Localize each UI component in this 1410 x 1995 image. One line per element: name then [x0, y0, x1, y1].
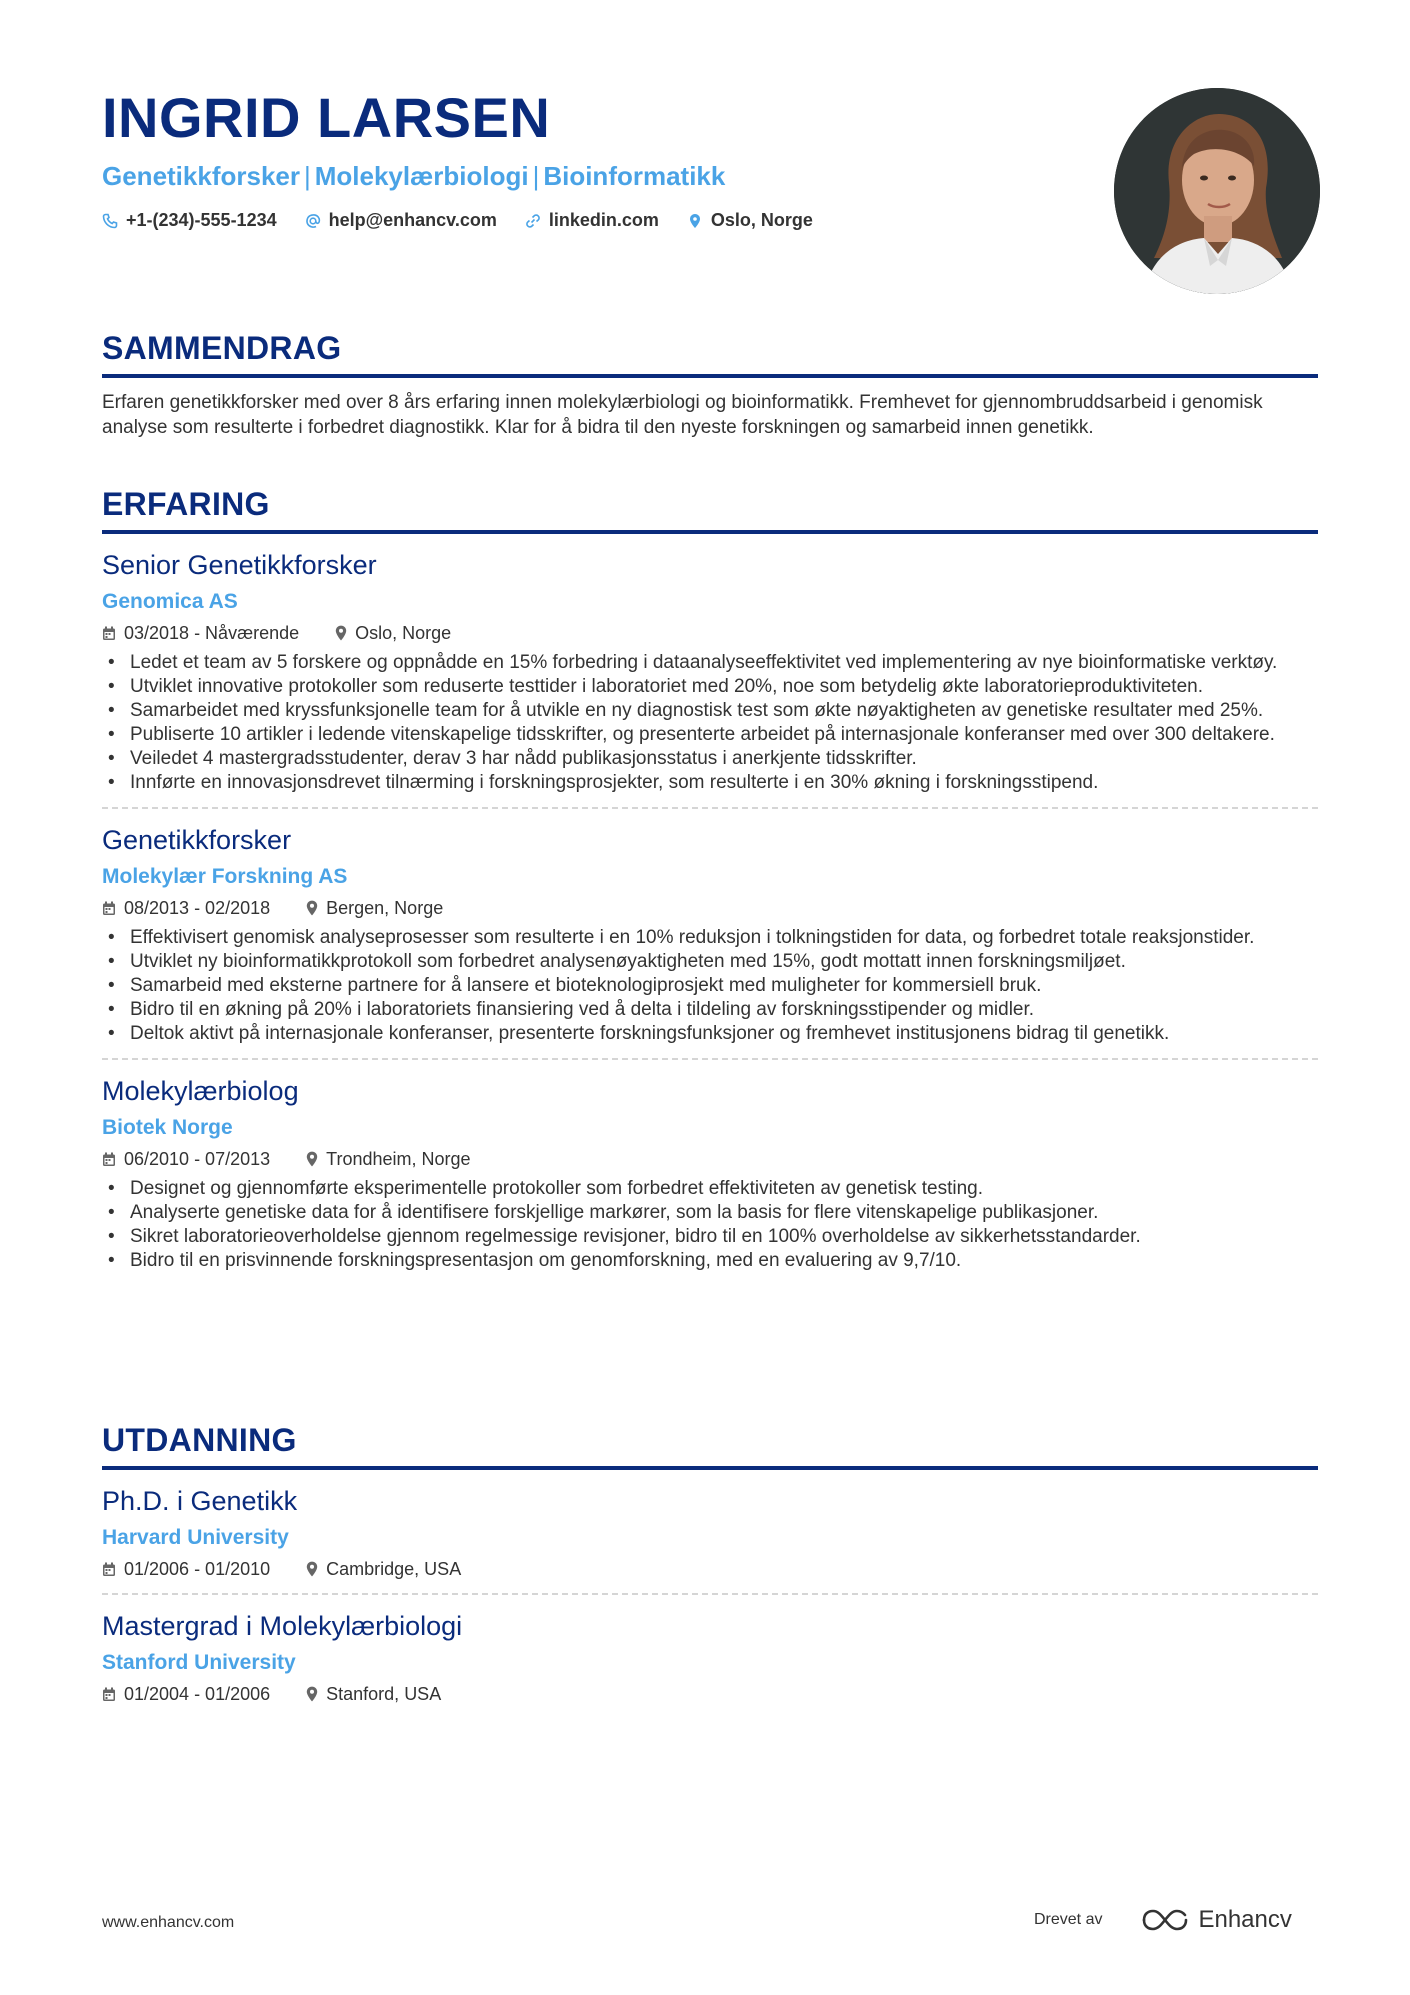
- phone-text: +1-(234)-555-1234: [126, 210, 277, 230]
- candidate-name: INGRID LARSEN: [102, 86, 551, 149]
- education-meta: [102, 1557, 1318, 1581]
- enhancv-brand[interactable]: [1142, 1906, 1291, 1934]
- education-location: [306, 1682, 441, 1706]
- title-2: Molekylærbiologi: [314, 161, 529, 191]
- job-meta: [102, 896, 1318, 920]
- bullet-item: • Bidro til en prisvinnende forskningspresentasjon om genomforskning, med en evaluering av 9,7/10.: [130, 1249, 1318, 1273]
- calendar-icon: [102, 901, 116, 916]
- location-pin-icon: [306, 1151, 318, 1167]
- link-icon: [525, 213, 541, 229]
- profile-photo: [1114, 88, 1320, 294]
- title-3: Bioinformatikk: [543, 161, 726, 191]
- contact-phone[interactable]: [102, 210, 277, 231]
- education-dates-text: 01/2006 - 01/2010: [124, 1559, 271, 1579]
- education-heading: UTDANNING: [102, 1420, 1318, 1470]
- job-dates-text: 06/2010 - 07/2013: [124, 1149, 271, 1169]
- enhancv-logo-icon: [1142, 1908, 1188, 1932]
- title-separator: |: [303, 161, 311, 191]
- at-icon: [305, 213, 321, 229]
- phone-icon: [102, 213, 118, 229]
- degree-title: Mastergrad i Molekylærbiologi: [102, 1611, 463, 1641]
- location-pin-icon: [306, 1561, 318, 1577]
- education-dates: [102, 1557, 270, 1581]
- job-dates: [102, 896, 270, 920]
- job-location-text: Bergen, Norge: [326, 898, 444, 918]
- school-name: Stanford University: [102, 1651, 296, 1674]
- contact-email[interactable]: [305, 210, 497, 231]
- bullet-item: • Utviklet ny bioinformatikkprotokoll som forbedret analysenøyaktigheten med 15%, godt mottatt innen forskningsmiljøet.: [130, 950, 1318, 974]
- job-bullets: [102, 926, 1318, 1046]
- job-meta: [102, 1147, 1318, 1171]
- location-pin-icon: [335, 625, 347, 641]
- resume-header: [102, 86, 1062, 231]
- job-bullets: [102, 1177, 1318, 1273]
- bullet-item: • Sikret laboratorieoverholdelse gjennom regelmessige revisjoner, bidro til en 100% overholdelse av sikkerhetsstandarder.: [130, 1225, 1318, 1249]
- bullet-item: • Effektivisert genomisk analyseprosesser som resulterte i en 10% reduksjon i tolkningstiden for data, og forbedret totale reaksjonstider.: [130, 926, 1318, 950]
- bullet-item: • Publiserte 10 artikler i ledende vitenskapelige tidsskrifter, og presenterte arbeidet på internasjonale konferanser med over 300 deltakere.: [130, 723, 1318, 747]
- education-dates: [102, 1682, 270, 1706]
- education-location-text: Cambridge, USA: [326, 1559, 462, 1579]
- experience-heading: ERFARING: [102, 484, 1318, 534]
- linkedin-text: linkedin.com: [548, 210, 659, 230]
- education-entry: [102, 1593, 1318, 1706]
- job-location: [306, 896, 443, 920]
- bullet-item: • Deltok aktivt på internasjonale konferanser, presenterte forskningsfunksjoner og fremhevet institusjonens bidrag til genetikk.: [130, 1022, 1318, 1046]
- location-pin-icon: [306, 1686, 318, 1702]
- bullet-item: • Utviklet innovative protokoller som reduserte testtider i laboratoriet med 20%, noe som betydelig økte laboratorieproduktiviteten.: [130, 675, 1318, 699]
- education-location: [306, 1557, 461, 1581]
- bullet-item: • Bidro til en økning på 20% i laboratoriets finansiering ved å delta i tildeling av forskningsstipender og midler.: [130, 998, 1318, 1022]
- job-location-text: Trondheim, Norge: [326, 1149, 471, 1169]
- bullet-item: • Analyserte genetiske data for å identifisere forskjellige markører, som la basis for flere vitenskapelige publikasjoner.: [130, 1201, 1318, 1225]
- school-name: Harvard University: [102, 1526, 289, 1549]
- calendar-icon: [102, 626, 116, 641]
- company-name: Genomica AS: [102, 590, 238, 613]
- brand-name: Enhancv: [1198, 1906, 1292, 1933]
- bullet-item: • Samarbeid med eksterne partnere for å lansere et bioteknologiprosjekt med muligheter for kommersiell bruk.: [130, 974, 1318, 998]
- job-dates-text: 03/2018 - Nåværende: [124, 623, 300, 643]
- contact-location: [687, 210, 813, 231]
- bullet-item: • Samarbeidet med kryssfunksjonelle team for å utvikle en ny diagnostisk test som økte nøyaktigheten av genetiske resultater med 25%.: [130, 699, 1318, 723]
- summary-section: [102, 328, 1318, 440]
- summary-text: Erfaren genetikkforsker med over 8 års erfaring innen molekylærbiologi og bioinformatikk. Fremhevet for gjennombruddsarbeid i genomisk analyse som resulterte i forbedret diagnostikk. Klar for å bidra til den nyeste forskningen og samarbeid innen genetikk.: [102, 392, 1263, 438]
- job-dates: [102, 621, 299, 645]
- summary-heading: SAMMENDRAG: [102, 328, 1318, 378]
- location-pin-icon: [306, 900, 318, 916]
- contact-row: [102, 210, 1062, 231]
- contact-linkedin[interactable]: [525, 210, 659, 231]
- experience-entry: [102, 534, 1318, 795]
- company-name: Molekylær Forskning AS: [102, 865, 348, 888]
- location-pin-icon: [687, 213, 703, 229]
- title-1: Genetikkforsker: [102, 161, 300, 191]
- education-entry: [102, 1470, 1318, 1581]
- education-meta: [102, 1682, 1318, 1706]
- footer-branding: [1034, 1906, 1292, 1934]
- title-separator: |: [532, 161, 540, 191]
- education-location-text: Stanford, USA: [326, 1684, 442, 1704]
- job-title: Senior Genetikkforsker: [102, 550, 377, 580]
- experience-entry: [102, 1058, 1318, 1273]
- experience-section: [102, 484, 1318, 1273]
- location-text: Oslo, Norge: [710, 210, 813, 230]
- calendar-icon: [102, 1152, 116, 1167]
- job-dates-text: 08/2013 - 02/2018: [124, 898, 271, 918]
- company-name: Biotek Norge: [102, 1116, 233, 1139]
- experience-entry: [102, 807, 1318, 1046]
- job-meta: [102, 621, 1318, 645]
- education-section: [102, 1420, 1318, 1706]
- calendar-icon: [102, 1687, 116, 1702]
- job-title: Genetikkforsker: [102, 825, 292, 855]
- job-location-text: Oslo, Norge: [355, 623, 452, 643]
- job-dates: [102, 1147, 270, 1171]
- footer-website[interactable]: www.enhancv.com: [102, 1914, 235, 1931]
- job-location: [335, 621, 451, 645]
- job-location: [306, 1147, 470, 1171]
- avatar-illustration: [1114, 88, 1320, 294]
- degree-title: Ph.D. i Genetikk: [102, 1486, 298, 1516]
- calendar-icon: [102, 1562, 116, 1577]
- job-bullets: [102, 651, 1318, 795]
- bullet-item: • Ledet et team av 5 forskere og oppnådde en 15% forbedring i dataanalyseeffektivitet ved implementering av nye bioinformatiske verktøy.: [130, 651, 1318, 675]
- education-dates-text: 01/2004 - 01/2006: [124, 1684, 271, 1704]
- bullet-item: • Designet og gjennomførte eksperimentelle protokoller som forbedret effektiviteten av genetisk testing.: [130, 1177, 1318, 1201]
- candidate-titles: [102, 160, 1062, 192]
- job-title: Molekylærbiolog: [102, 1076, 299, 1106]
- email-text: help@enhancv.com: [328, 210, 497, 230]
- powered-by-label: Drevet av: [1034, 1911, 1103, 1928]
- bullet-item: • Innførte en innovasjonsdrevet tilnærming i forskningsprosjekter, som resulterte i en 30% økning i forskningsstipend.: [130, 771, 1318, 795]
- bullet-item: • Veiledet 4 mastergradsstudenter, derav 3 har nådd publikasjonsstatus i anerkjente tidsskrifter.: [130, 747, 1318, 771]
